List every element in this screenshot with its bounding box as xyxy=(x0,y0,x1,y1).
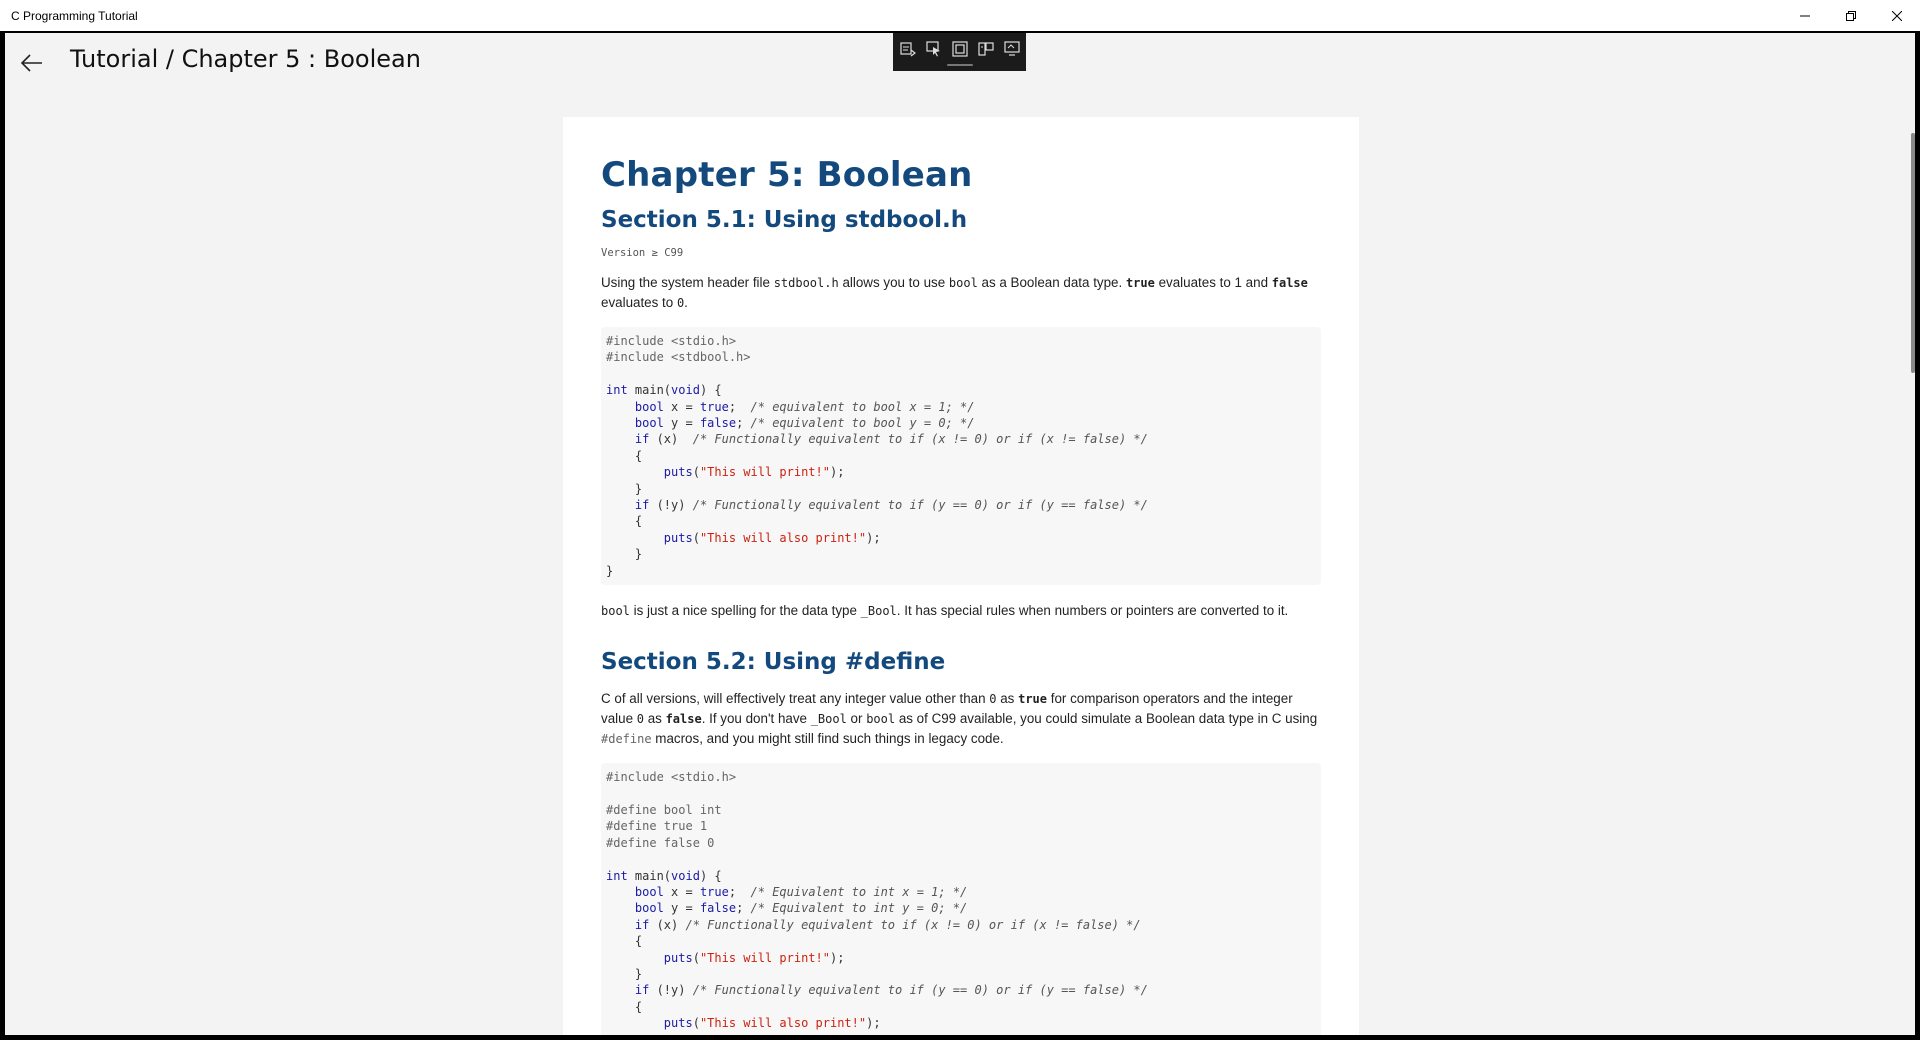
code-line: puts("This will also print!"); xyxy=(663,1016,881,1031)
section-5-2-title: Section 5.2: Using #define xyxy=(601,649,946,676)
inline-code: false xyxy=(1271,276,1308,290)
inline-code: true xyxy=(1018,692,1048,707)
code-line: if (x) /* Functionally equivalent to if (x != 0) or if (x != false) */ xyxy=(634,917,1141,932)
code-line: if (!y) /* Functionally equivalent to if (y == 0) or if (y == false) */ xyxy=(634,983,1148,998)
pointer-icon xyxy=(926,41,942,57)
capture-toolbar xyxy=(893,33,1026,71)
code-line: { xyxy=(606,514,643,529)
text-span: C of all versions, will effectively treat any integer value other than xyxy=(601,691,990,707)
capture-tool-2[interactable] xyxy=(924,39,944,59)
inline-code: bool xyxy=(601,604,630,619)
text-span: as xyxy=(996,691,1019,707)
code-line: puts("This will print!"); xyxy=(663,950,845,965)
code-line: bool y = false; /* equivalent to bool y = 0; */ xyxy=(634,416,975,431)
version-note: Version ≥ C99 xyxy=(601,247,684,259)
restore-button[interactable] xyxy=(1828,0,1874,31)
record-icon xyxy=(900,41,916,57)
code-line: puts("This will also print!"); xyxy=(663,530,881,545)
capture-tool-1[interactable] xyxy=(898,39,918,59)
vertical-scrollbar[interactable] xyxy=(1911,133,1915,373)
minimize-icon xyxy=(1800,11,1810,21)
code-block-2 xyxy=(601,763,1321,1035)
inline-code: bool xyxy=(866,712,896,727)
inline-code: _Bool xyxy=(860,604,897,619)
code-line: } xyxy=(606,547,643,562)
close-icon xyxy=(1892,11,1902,21)
code-line: puts("This will print!"); xyxy=(663,465,845,480)
chapter-title: Chapter 5: Boolean xyxy=(601,155,973,195)
capture-tool-4[interactable] xyxy=(976,39,996,59)
inline-code: 0 xyxy=(989,692,997,707)
text-span: is just a nice spelling for the data type xyxy=(629,603,861,619)
capture-tool-3[interactable] xyxy=(950,39,970,59)
section-5-1-title: Section 5.1: Using stdbool.h xyxy=(601,207,968,233)
code-line: bool x = true; /* equivalent to bool x = 1; */ xyxy=(634,399,975,414)
text-span: as xyxy=(643,711,666,727)
text-span: as of C99 available, you could simulate a Boolean data type in C using xyxy=(895,711,1318,727)
code-line: int main(void) { xyxy=(606,868,722,883)
code-line: } xyxy=(606,481,643,496)
section-5-1-note xyxy=(601,601,1321,621)
code-line: if (!y) /* Functionally equivalent to if (y == 0) or if (y == false) */ xyxy=(634,498,1148,513)
code-line: #include <stdio.h> xyxy=(606,334,737,348)
code-line: { xyxy=(606,999,643,1014)
inline-code: stdbool.h xyxy=(773,276,839,290)
code-line: { xyxy=(606,448,643,463)
window-controls xyxy=(1782,0,1920,31)
section-5-2-paragraph xyxy=(601,689,1321,749)
text-span: Using the system header file xyxy=(601,275,774,290)
inline-code: _Bool xyxy=(810,712,847,727)
back-button[interactable] xyxy=(16,49,48,77)
code-line: #include <stdio.h> xyxy=(606,770,737,785)
frame-icon xyxy=(952,41,968,57)
code-line: #define bool int xyxy=(606,802,722,817)
code-line: #define false 0 xyxy=(606,835,715,850)
section-5-1-paragraph xyxy=(601,273,1321,313)
inline-code: 0 xyxy=(636,712,644,727)
page-title: Tutorial / Chapter 5 : Boolean xyxy=(70,45,421,73)
text-span: allows you to use xyxy=(838,275,949,290)
inline-code: true xyxy=(1125,276,1155,290)
code-listing xyxy=(606,333,1316,579)
text-span: . xyxy=(684,295,688,310)
capture-tool-5[interactable] xyxy=(1002,39,1022,59)
code-listing xyxy=(606,769,1316,1032)
arrow-left-icon xyxy=(21,54,43,72)
text-span: evaluates to 1 and xyxy=(1154,275,1272,290)
window-capture-icon xyxy=(978,41,994,57)
document-page xyxy=(563,117,1359,1035)
text-span: . It has special rules when numbers or pointers are converted to it. xyxy=(896,603,1289,619)
inline-code: false xyxy=(665,712,702,727)
code-line: if (x) /* Functionally equivalent to if (x != 0) or if (x != false) */ xyxy=(634,432,1148,447)
minimize-button[interactable] xyxy=(1782,0,1828,31)
code-line: bool x = true; /* Equivalent to int x = 1; */ xyxy=(634,884,968,899)
code-block-1 xyxy=(601,327,1321,585)
window-title: C Programming Tutorial xyxy=(11,8,138,23)
text-span: . If you don't have xyxy=(701,711,811,727)
text-span: evaluates to xyxy=(601,295,677,310)
inline-code: bool xyxy=(948,276,978,290)
code-line: int main(void) { xyxy=(606,383,722,398)
close-button[interactable] xyxy=(1874,0,1920,31)
code-line: bool y = false; /* Equivalent to int y = 0; */ xyxy=(634,901,968,916)
inline-code: 0 xyxy=(676,296,685,310)
code-line: } xyxy=(606,966,643,981)
app-content xyxy=(5,33,1915,1035)
code-line: } xyxy=(606,563,614,578)
code-line: { xyxy=(606,934,643,949)
screen-capture-icon xyxy=(1004,41,1020,57)
restore-icon xyxy=(1846,11,1856,21)
text-span: macros, and you might still find such things in legacy code. xyxy=(651,731,1004,747)
title-bar xyxy=(0,0,1920,31)
inline-code: #define xyxy=(601,732,652,747)
text-span: or xyxy=(846,711,867,727)
text-span: for comparison operators and the integer value xyxy=(601,691,1293,727)
code-line: #include <stdbool.h> xyxy=(606,350,751,365)
code-line: #define true 1 xyxy=(606,819,708,834)
text-span: as a Boolean data type. xyxy=(977,275,1126,290)
toolbar-grip[interactable] xyxy=(947,64,973,66)
